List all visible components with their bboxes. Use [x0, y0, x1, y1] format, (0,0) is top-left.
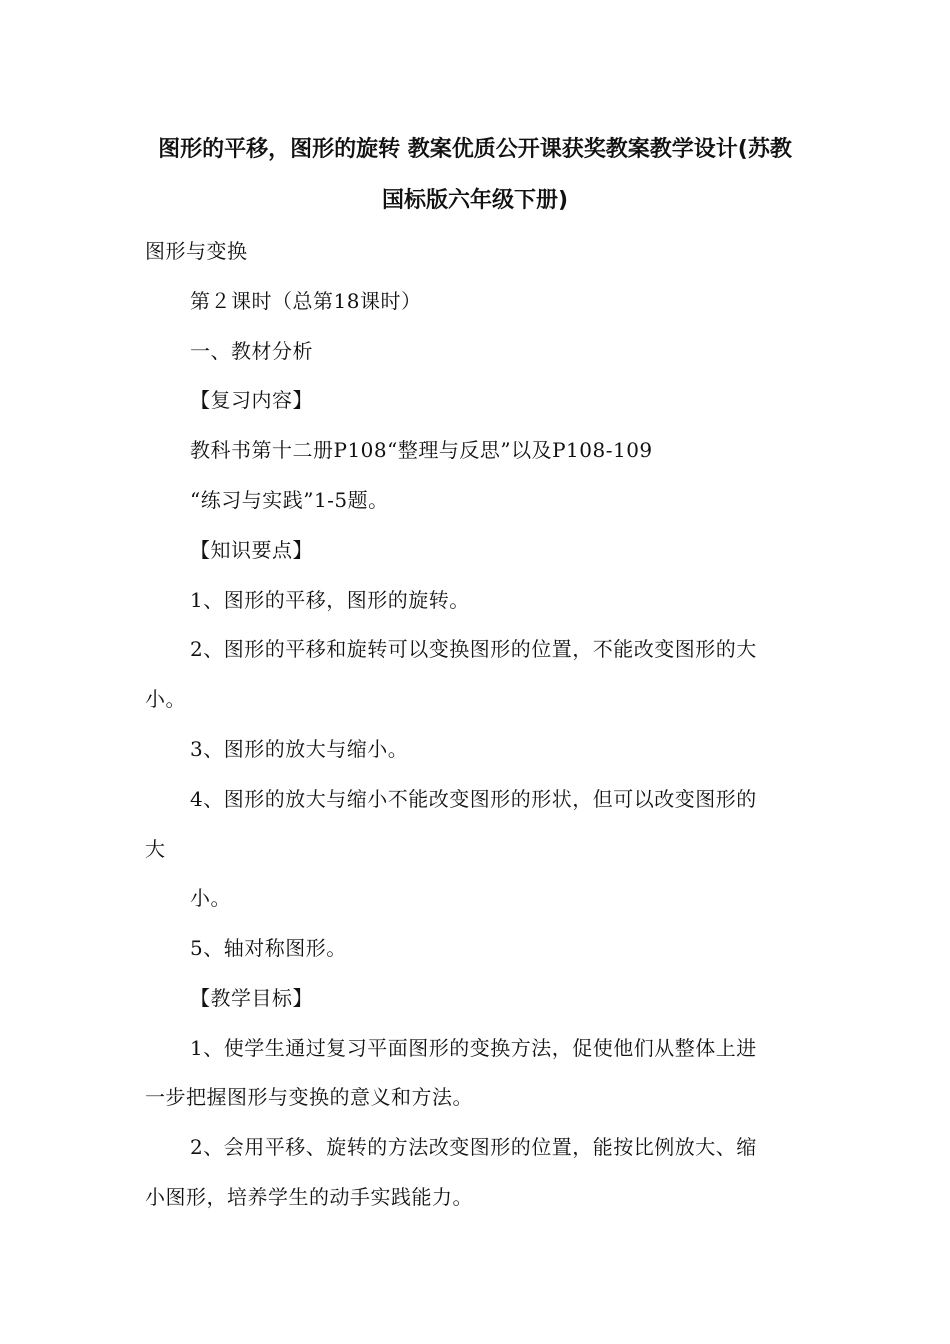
document-title-line-1: 图形的平移，图形的旋转 教案优质公开课获奖教案教学设计(苏教	[158, 137, 792, 162]
paragraph-line: 小图形，培养学生的动手实践能力。	[145, 1185, 473, 1209]
subheading: 【教学目标】	[190, 986, 313, 1010]
paragraph-line: 小。	[190, 886, 231, 910]
paragraph-line: 2、图形的平移和旋转可以变换图形的位置，不能改变图形的大	[190, 637, 757, 661]
paragraph-line: 一步把握图形与变换的意义和方法。	[145, 1085, 473, 1109]
paragraph-line: 小。	[145, 687, 186, 711]
subheading: 【知识要点】	[190, 538, 313, 562]
paragraph-line: “练习与实践”1-5题。	[190, 488, 389, 512]
paragraph-line: 4、图形的放大与缩小不能改变图形的形状，但可以改变图形的	[190, 787, 757, 811]
document-title-line-2: 国标版六年级下册)	[381, 188, 569, 213]
paragraph-line: 3、图形的放大与缩小。	[190, 737, 409, 761]
paragraph-line: 5、轴对称图形。	[190, 936, 347, 960]
paragraph-line: 大	[145, 837, 166, 861]
subheading: 【复习内容】	[190, 388, 313, 412]
paragraph-line: 教科书第十二册P108“整理与反思”以及P108-109	[190, 438, 653, 462]
lesson-period: 第２课时（总第18课时）	[190, 289, 422, 313]
section-heading: 图形与变换	[145, 239, 248, 263]
paragraph-line: 一、教材分析	[190, 339, 313, 363]
paragraph-line: 1、图形的平移，图形的旋转。	[190, 588, 470, 612]
paragraph-line: 2、会用平移、旋转的方法改变图形的位置，能按比例放大、缩	[190, 1135, 757, 1159]
paragraph-line: 1、使学生通过复习平面图形的变换方法，促使他们从整体上进	[190, 1036, 757, 1060]
